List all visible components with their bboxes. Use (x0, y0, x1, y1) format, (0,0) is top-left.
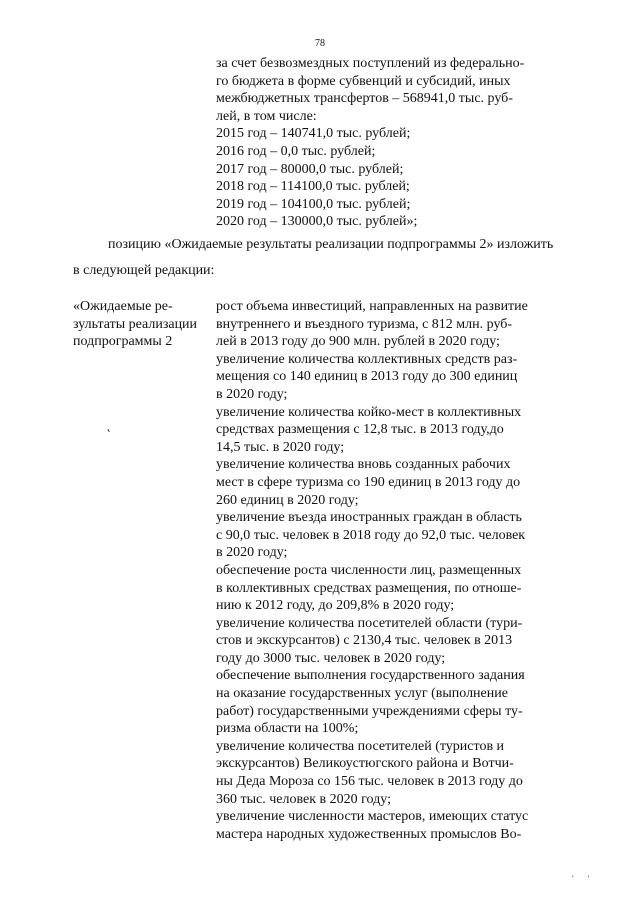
funding-year-line: 2019 год – 104100,0 тыс. рублей; (216, 196, 411, 212)
results-line: в 2020 году; (216, 545, 288, 561)
results-line: увеличение количества посетителей области (тури- (216, 615, 523, 631)
results-line: увеличение количества посетителей (туристов и (216, 738, 505, 754)
results-label-line: зультаты реализации (73, 316, 198, 332)
results-label-line: «Ожидаемые ре- (73, 299, 173, 314)
results-line: мастера народных художественных промыслов Во- (216, 826, 522, 842)
results-line: увеличение въезда иностранных граждан в область (216, 510, 522, 526)
results-line: рост объема инвестиций, направленных на развитие (216, 299, 528, 314)
results-line: в 2020 году; (216, 386, 288, 402)
stray-mark: ˛ (107, 418, 111, 432)
funding-year-line: 2015 год – 140741,0 тыс. рублей; (216, 126, 411, 142)
funding-block (216, 55, 556, 231)
results-line: с 90,0 тыс. человек в 2018 году до 92,0 тыс. человек (216, 527, 526, 543)
paragraph-edition: в следующей редакции: (73, 263, 215, 278)
results-line: в коллективных средствах размещения, по отноше- (216, 580, 522, 596)
results-line: средствах размещения с 12,8 тыс. в 2013 году,до (216, 422, 504, 438)
results-line: работ) государственными учреждениями сферы ту- (216, 703, 523, 719)
results-line: 14,5 тыс. в 2020 году; (216, 439, 345, 455)
results-line: стов и экскурсантов) с 2130,4 тыс. человек в 2013 (216, 633, 513, 649)
results-line: 360 тыс. человек в 2020 году; (216, 791, 391, 807)
results-line: лей в 2013 году до 900 млн. рублей в 2020 году; (216, 334, 500, 350)
results-line: увеличение количества коллективных средств раз- (216, 351, 518, 367)
results-label-line: подпрограммы 2 (73, 334, 173, 350)
results-line: увеличение численности мастеров, имеющих статус (216, 809, 529, 825)
results-line: обеспечение выполнения государственного задания (216, 668, 525, 684)
results-line: году до 3000 тыс. человек в 2020 году; (216, 650, 446, 666)
results-line: нию к 2012 году, до 209,8% в 2020 году; (216, 598, 455, 614)
results-line: мещения со 140 единиц в 2013 году до 300 единиц (216, 369, 518, 385)
results-line: обеспечение роста численности лиц, размещенных (216, 562, 522, 578)
edge-marks: ' ' (572, 874, 596, 884)
funding-year-line: 2018 год – 114100,0 тыс. рублей; (216, 179, 410, 195)
funding-year-line: 2017 год – 80000,0 тыс. рублей; (216, 161, 404, 177)
funding-year-line: 2016 год – 0,0 тыс. рублей; (216, 143, 376, 159)
results-text-cell (216, 298, 561, 843)
funding-year-line: 2020 год – 130000,0 тыс. рублей»; (216, 214, 418, 230)
funding-line: межбюджетных трансфертов – 568941,0 тыс. руб- (216, 91, 513, 107)
results-line: экскурсантов) Великоустюгского района и Вотчи- (216, 756, 514, 772)
results-line: внутреннего и въездного туризма, с 812 млн. руб- (216, 316, 513, 332)
results-line: на оказание государственных услуг (выполнение (216, 686, 508, 702)
results-line: мест в сфере туризма со 190 единиц в 2013 году до (216, 474, 521, 490)
results-line: увеличение количества вновь созданных рабочих (216, 457, 511, 473)
results-line: увеличение количества койко-мест в коллективных (216, 404, 522, 420)
results-line: ны Деда Мороза со 156 тыс. человек в 2013 году до (216, 774, 523, 790)
results-line: 260 единиц в 2020 году; (216, 492, 359, 508)
results-line: ризма области на 100%; (216, 721, 359, 737)
page-number: 78 (315, 38, 325, 49)
paragraph-position: позицию «Ожидаемые результаты реализации подпрограммы 2» изложить (108, 237, 554, 252)
funding-line: лей, в том числе: (216, 108, 317, 124)
funding-line: за счет безвозмездных поступлений из федерально- (216, 56, 525, 71)
results-label-cell (73, 298, 213, 351)
funding-line: го бюджета в форме субвенций и субсидий, иных (216, 73, 511, 89)
